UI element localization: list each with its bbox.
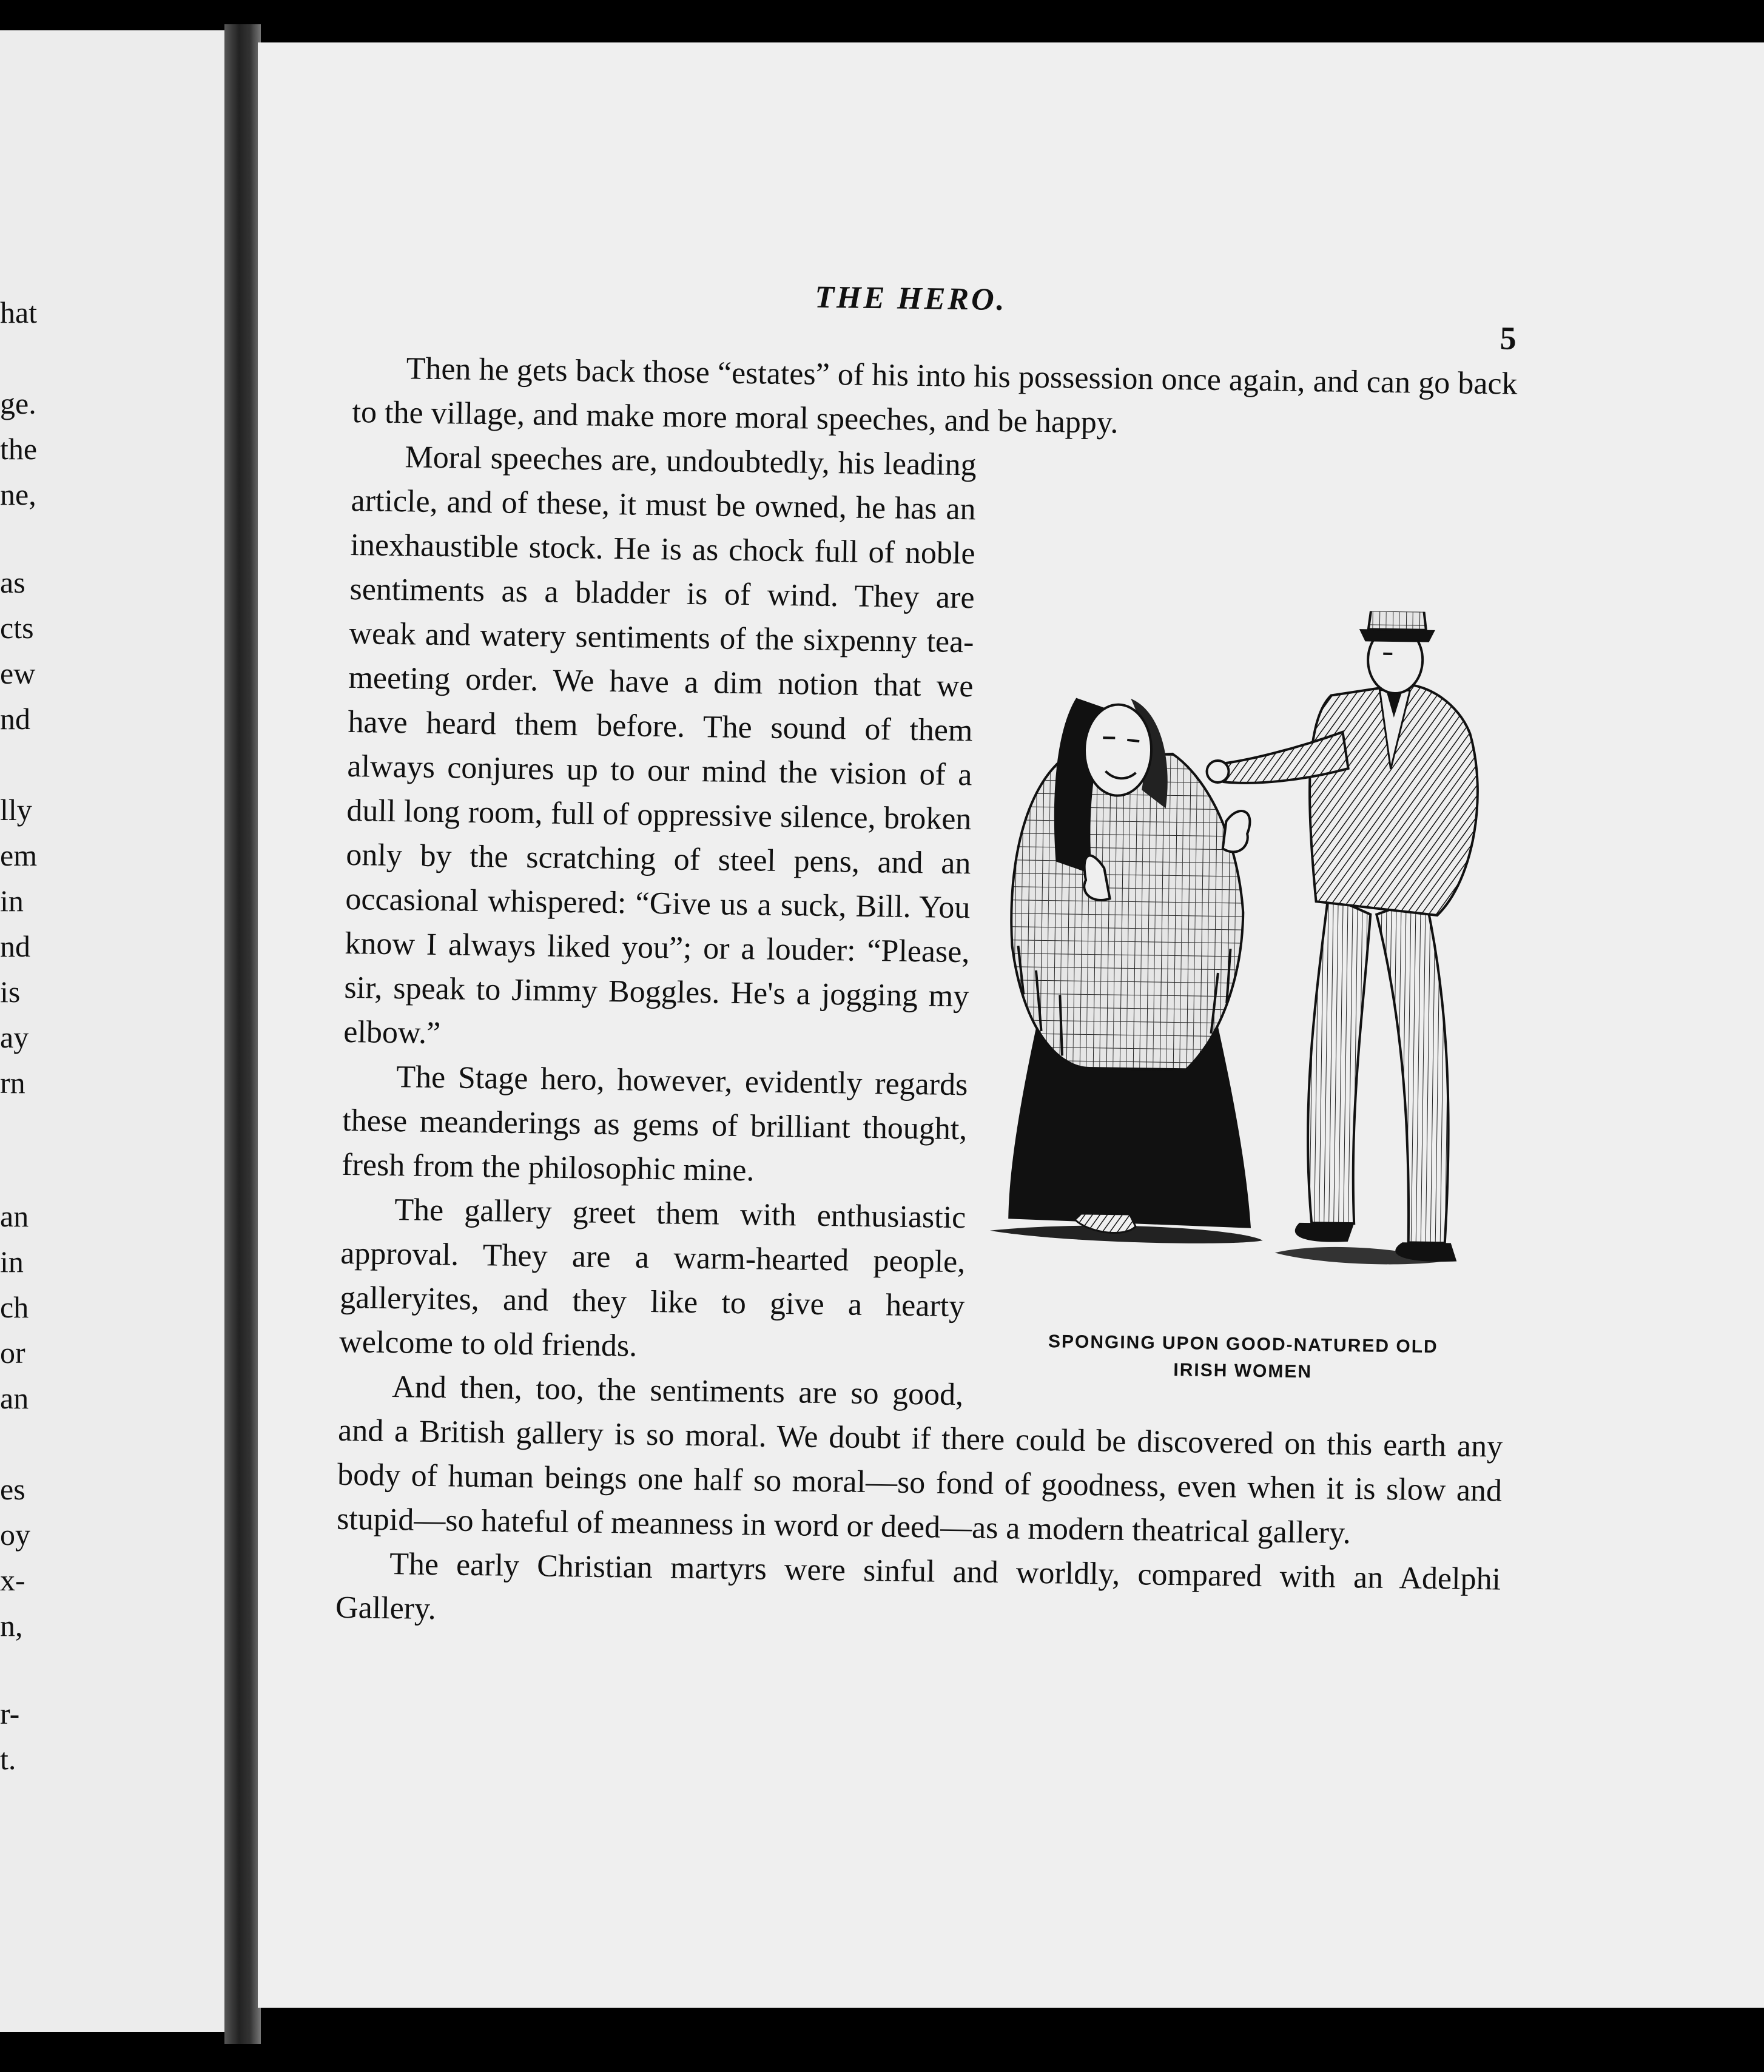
left-page-fragment: es: [0, 1472, 25, 1506]
left-page-fragment: nd: [0, 702, 30, 736]
left-page-fragment: or: [0, 1336, 25, 1370]
left-page-fragment: in: [0, 1245, 24, 1279]
left-page-fragment: em: [0, 838, 38, 872]
left-page-fragment: x-: [0, 1563, 25, 1597]
left-page-fragment: an: [0, 1199, 29, 1233]
left-page-fragment: nd: [0, 929, 30, 963]
paragraph: Then he gets back those “estates” of his into his possession once again, and can go back to the village, and make more moral speeches, and be happy.: [352, 351, 1518, 440]
left-page-fragment: lly: [0, 793, 32, 827]
left-page-fragment: rn: [0, 1066, 25, 1100]
left-page-fragment: ew: [0, 656, 36, 690]
paragraph: Moral speeches are, undoubtedly, his leading article, and of these, it must be owned, he has an inexhaustible stock. He is as chock full of noble sentiments as a bladder is of wind. They are weak and watery sentiments of the sixpenny tea-meeting order. We have a dim notion that we have heard them before. The sound of them always conjures up to our mind the vision of a dull long room, full of oppressive silence, broken only by the scratching of steel pens, and an occasional whispered: “Give us a suck, Bill. You know I always liked you”; or a louder: “Please, sir, speak to Jimmy Boggles. He's a jogging my elbow.”: [343, 440, 977, 1051]
left-page-fragment: the: [0, 432, 38, 466]
left-page-fragment: as: [0, 565, 25, 599]
paragraph: The early Christian martyrs were sinful and worldly, compared with an Adelphi Gallery.: [335, 1547, 1501, 1627]
left-page-fragment: r-: [0, 1697, 20, 1731]
left-page-fragment: n,: [0, 1609, 23, 1643]
caption-line: IRISH WOMEN: [1173, 1360, 1313, 1382]
right-page: [258, 42, 1764, 2008]
body-text: [335, 346, 1518, 1646]
left-page-fragment: hat: [0, 295, 38, 329]
illustration-caption: [981, 1328, 1504, 1388]
left-page-fragment: oy: [0, 1518, 30, 1552]
left-page-fragment: cts: [0, 611, 34, 645]
running-head-title: THE HERO.: [814, 280, 1008, 318]
paragraph: The gallery greet them with enthusiastic approval. They are a warm-hearted people, galleryites, and they like to give a hearty welcome to old friends.: [338, 1192, 966, 1364]
page-content: [335, 224, 1520, 1627]
left-page-fragment: ne,: [0, 477, 36, 511]
left-page-edge: [0, 30, 231, 2032]
illustration-figure: [981, 606, 1514, 1388]
page-number: 5: [1500, 320, 1519, 357]
left-page-fragment: ge.: [0, 386, 36, 420]
left-page-fragment: t.: [0, 1742, 16, 1776]
left-page-fragment: ay: [0, 1020, 29, 1054]
illustration-drawing: [983, 606, 1514, 1329]
running-head: [355, 224, 1520, 357]
book-gutter: [224, 24, 261, 2044]
paragraph: And then, too, the sentiments are so good, and a British gallery is so moral. We doubt if there could be discovered on this earth any body of human beings one half so moral—so fond of goodness, even when it is slow and stupid—so hateful of meanness in word or deed—as a modern theatrical gallery.: [336, 1370, 1503, 1551]
left-page-fragment: an: [0, 1381, 29, 1415]
left-page-fragment: in: [0, 884, 24, 918]
left-page-fragment: ch: [0, 1290, 29, 1324]
left-page-fragment: is: [0, 975, 21, 1009]
paragraph: The Stage hero, however, evidently regards these meanderings as gems of brilliant thought, fresh from the philosophic mine.: [341, 1060, 968, 1188]
caption-line: SPONGING UPON GOOD-NATURED OLD: [1048, 1331, 1438, 1357]
